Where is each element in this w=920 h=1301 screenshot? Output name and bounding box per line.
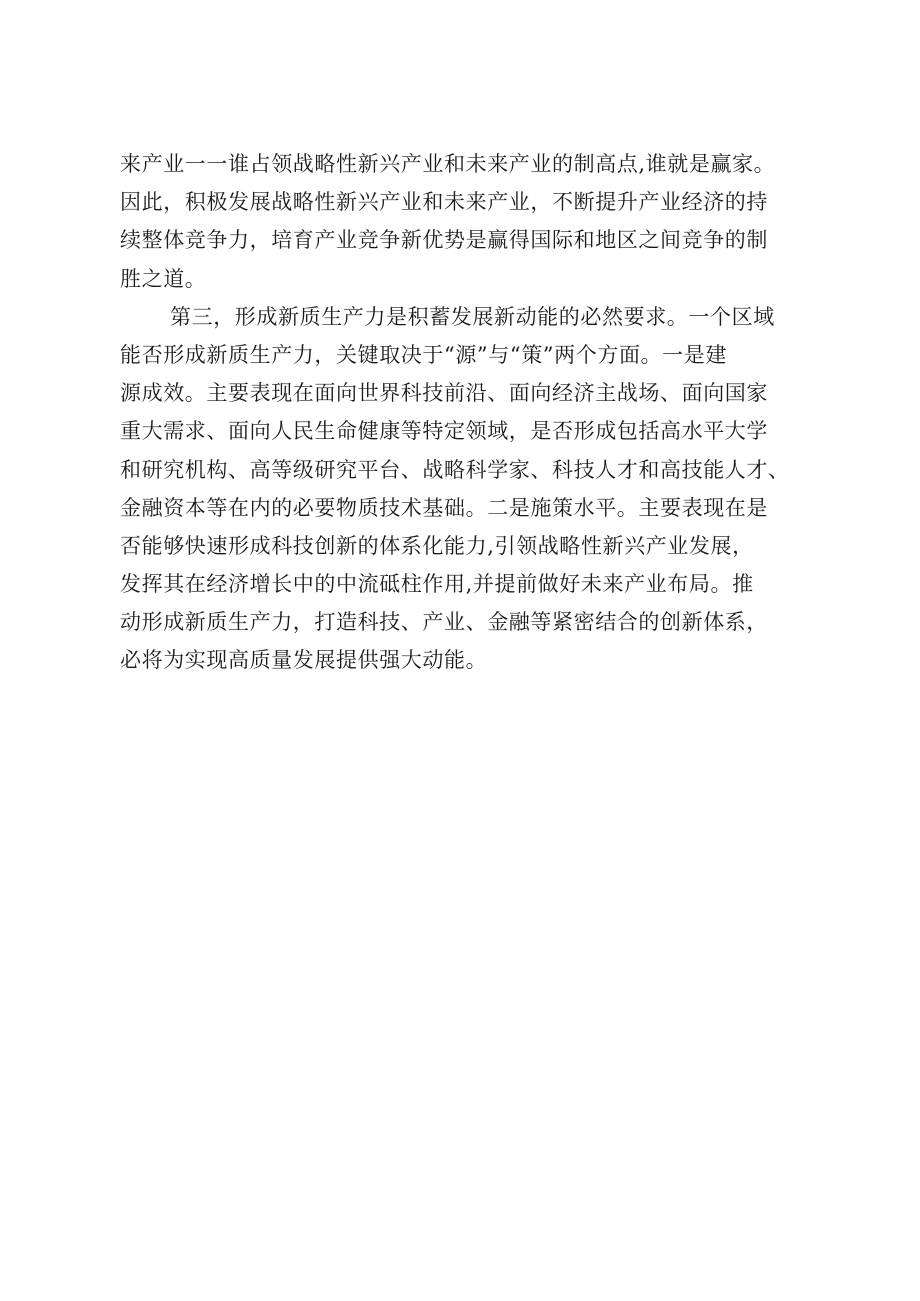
text-line: 否能够快速形成科技创新的体系化能力,引领战略性新兴产业发展，: [120, 533, 754, 558]
text-line: 来产业一一谁占领战略性新兴产业和未来产业的制高点,谁就是赢家。: [120, 152, 776, 176]
paragraph-start-line: 第三，形成新质生产力是积蓄发展新动能的必然要求。一个区域: [170, 304, 775, 329]
body-text: [120, 145, 820, 680]
text-line: 动形成新质生产力，打造科技、产业、金融等紧密结合的创新体系，: [120, 610, 768, 635]
text-line: 源成效。主要表现在面向世界科技前沿、面向经济主战场、面向国家: [120, 381, 768, 406]
text-line: 因此，积极发展战略性新兴产业和未来产业，不断提升产业经济的持: [120, 190, 768, 215]
text-line: 金融资本等在内的必要物质技术基础。二是施策水平。主要表现在是: [120, 495, 768, 520]
text-line: 续整体竞争力，培育产业竞争新优势是赢得国际和地区之间竞争的制: [120, 228, 768, 253]
text-line: 和研究机构、高等级研究平台、战略科学家、科技人才和高技能人才、: [120, 457, 790, 482]
text-line: 必将为实现高质量发展提供强大动能。: [120, 648, 488, 673]
text-line: 发挥其在经济增长中的中流砥柱作用,并提前做好未来产业布局。推: [120, 572, 754, 597]
text-line: 重大需求、面向人民生命健康等特定领域，是否形成包括高水平大学: [120, 419, 768, 444]
text-line: 胜之道。: [120, 266, 207, 291]
text-line: 能否形成新质生产力，关键取决于“源”与“策”两个方面。一是建: [120, 342, 727, 367]
